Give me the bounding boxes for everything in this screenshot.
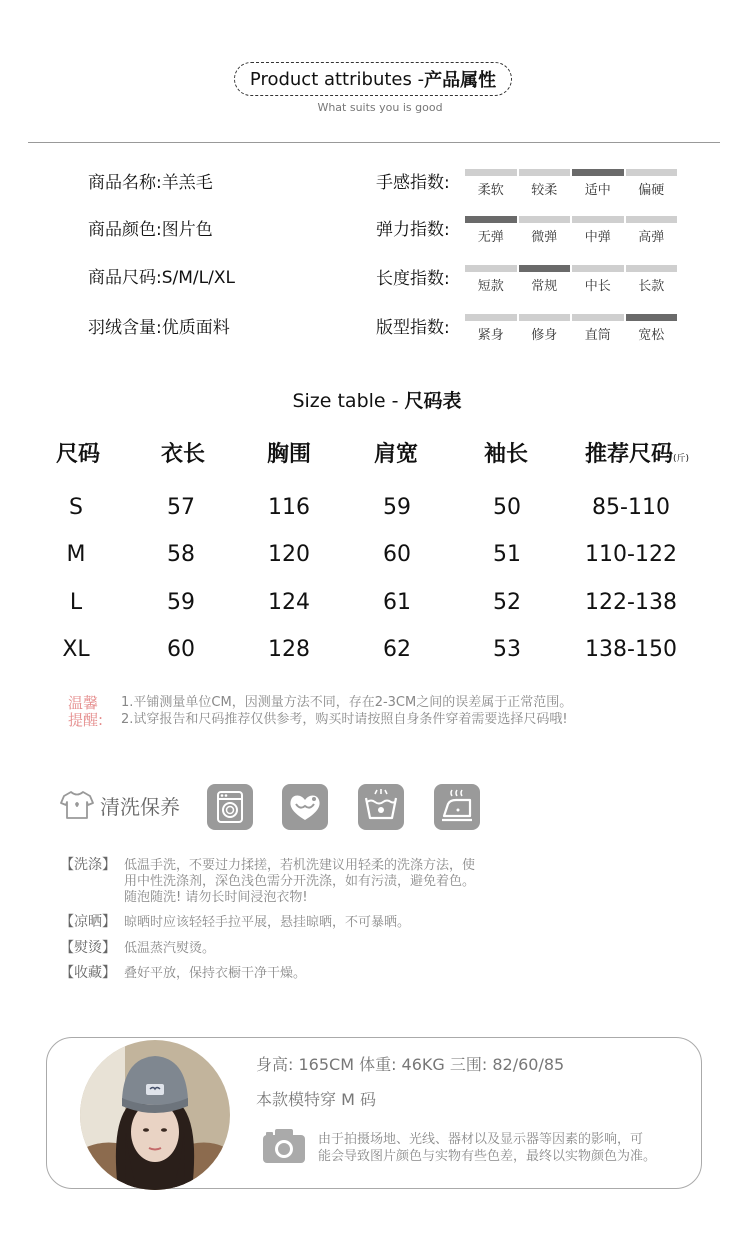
scale-option: 较柔 xyxy=(519,169,571,198)
table-cell: 61 xyxy=(383,590,411,615)
care-tag-iron: 【熨烫】 xyxy=(60,940,116,956)
table-cell: 120 xyxy=(268,542,310,567)
attr-name: 商品名称:羊羔毛 xyxy=(88,173,213,193)
table-row xyxy=(0,542,750,572)
disclaimer-line-2: 能会导致图片颜色与实物有些色差，最终以实物颜色为准。 xyxy=(318,1149,657,1164)
scale-length xyxy=(465,265,677,294)
shirt-icon xyxy=(60,790,94,820)
disclaimer-line-1: 由于拍摄场地、光线、器材以及显示器等因素的影响，可 xyxy=(318,1132,644,1147)
scale-feel xyxy=(465,169,677,198)
iron-icon xyxy=(434,784,480,830)
scale-label-length: 长度指数: xyxy=(376,269,450,289)
section-title-cn: 产品属性 xyxy=(424,70,497,91)
header-cell: 衣长 xyxy=(160,442,205,467)
table-cell: 60 xyxy=(167,637,195,662)
header-cell-recommended: 推荐尺码(斤) xyxy=(584,442,690,467)
model-wearing-size: 本款模特穿 M 码 xyxy=(256,1090,376,1109)
care-line: 低温蒸汽熨烫。 xyxy=(124,941,216,956)
washing-machine-icon xyxy=(207,784,253,830)
table-cell: L xyxy=(69,590,83,615)
model-avatar xyxy=(80,1040,230,1190)
table-cell: 62 xyxy=(383,637,411,662)
scale-option: 中长 xyxy=(572,265,624,294)
scale-option-selected: 宽松 xyxy=(626,314,678,343)
header-cell: 袖长 xyxy=(483,442,528,467)
tip-tag-line1: 温馨 xyxy=(68,694,99,712)
table-cell: 110-122 xyxy=(585,542,677,567)
attr-color: 商品颜色:图片色 xyxy=(88,220,213,240)
care-line: 随泡随洗! 请勿长时间浸泡衣物! xyxy=(124,890,308,905)
camera-icon xyxy=(262,1127,306,1165)
scale-label-feel: 手感指数: xyxy=(376,173,450,193)
scale-option-selected: 适中 xyxy=(572,169,624,198)
care-line: 晾晒时应该轻轻手拉平展，悬挂晾晒，不可暴晒。 xyxy=(124,915,411,930)
scale-option: 偏硬 xyxy=(626,169,678,198)
size-table-header xyxy=(0,437,750,467)
table-cell: 59 xyxy=(167,590,195,615)
scale-option: 修身 xyxy=(519,314,571,343)
table-cell: 122-138 xyxy=(585,590,677,615)
care-tag-dry: 【凉晒】 xyxy=(60,914,116,930)
table-cell: 85-110 xyxy=(592,495,670,520)
tip-line-2: 2.试穿报告和尺码推荐仅供参考，购买时请按照自身条件穿着需要选择尺码哦! xyxy=(121,712,568,727)
table-cell: 53 xyxy=(493,637,521,662)
scale-option: 柔软 xyxy=(465,169,517,198)
table-cell: 57 xyxy=(167,495,195,520)
tip-tag-line2: 提醒: xyxy=(68,711,104,729)
model-stats: 身高: 165CM 体重: 46KG 三围: 82/60/85 xyxy=(256,1055,565,1074)
scale-label-stretch: 弹力指数: xyxy=(376,220,450,240)
unit-label: (斤) xyxy=(672,454,690,464)
care-title: 清洗保养 xyxy=(60,790,180,820)
header-cell: 胸围 xyxy=(266,442,311,467)
tip-line-1: 1.平铺测量单位CM，因测量方法不同，存在2-3CM之间的误差属于正常范围。 xyxy=(121,695,573,710)
table-cell: 50 xyxy=(493,495,521,520)
table-cell: 116 xyxy=(268,495,310,520)
scale-option: 中弹 xyxy=(572,216,624,245)
header-cell: 肩宽 xyxy=(373,442,418,467)
section-subtitle: What suits you is good xyxy=(317,101,443,114)
scale-option: 高弹 xyxy=(626,216,678,245)
table-row xyxy=(0,590,750,620)
attr-size: 商品尺码:S/M/L/XL xyxy=(88,268,235,288)
attr-material: 羽绒含量:优质面料 xyxy=(88,318,230,338)
scale-option-selected: 常规 xyxy=(519,265,571,294)
header-cell: 尺码 xyxy=(55,442,100,467)
table-cell: 59 xyxy=(383,495,411,520)
table-cell: 52 xyxy=(493,590,521,615)
table-cell: 58 xyxy=(167,542,195,567)
section-title-en: Product attributes - xyxy=(249,68,425,90)
care-line: 用中性洗涤剂，深色浅色需分开洗涤，如有污渍，避免着色。 xyxy=(124,874,476,889)
care-line: 低温手洗，不要过力揉搓，若机洗建议用轻柔的洗涤方法，使 xyxy=(124,858,476,873)
care-tag-store: 【收藏】 xyxy=(60,965,116,981)
scale-stretch xyxy=(465,216,677,245)
section-title-pill xyxy=(234,62,512,96)
scale-option: 短款 xyxy=(465,265,517,294)
table-cell: S xyxy=(69,495,83,520)
scale-option-selected: 无弹 xyxy=(465,216,517,245)
size-table-title: Size table - 尺码表 xyxy=(292,390,462,412)
hand-wash-icon xyxy=(282,784,328,830)
scale-fit xyxy=(465,314,677,343)
table-cell: 51 xyxy=(493,542,521,567)
care-tag-wash: 【洗涤】 xyxy=(60,857,116,873)
table-cell: 60 xyxy=(383,542,411,567)
wash-basin-icon xyxy=(358,784,404,830)
divider xyxy=(28,142,720,143)
table-cell: 138-150 xyxy=(585,637,677,662)
scale-option: 紧身 xyxy=(465,314,517,343)
scale-option: 长款 xyxy=(626,265,678,294)
table-cell: XL xyxy=(62,637,90,662)
table-cell: 128 xyxy=(268,637,310,662)
table-cell: 124 xyxy=(268,590,310,615)
scale-label-fit: 版型指数: xyxy=(376,318,450,338)
table-row xyxy=(0,637,750,667)
table-row xyxy=(0,495,750,525)
scale-option: 直筒 xyxy=(572,314,624,343)
care-line: 叠好平放，保持衣橱干净干燥。 xyxy=(124,966,307,981)
scale-option: 微弹 xyxy=(519,216,571,245)
table-cell: M xyxy=(66,542,86,567)
